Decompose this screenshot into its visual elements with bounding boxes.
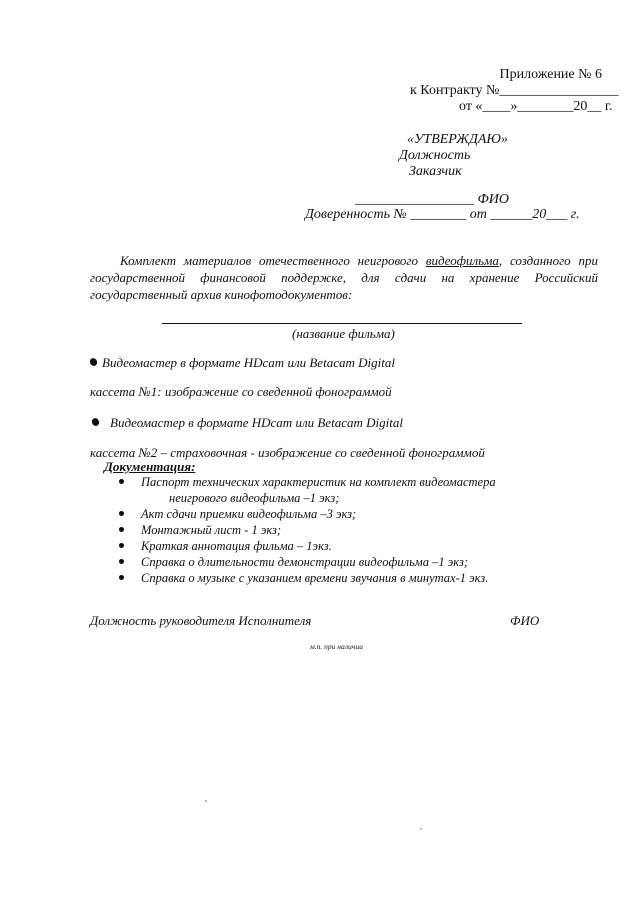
- approval-heading: «УТВЕРЖДАЮ»: [407, 132, 508, 147]
- bullet-icon: [89, 357, 99, 367]
- approval-customer: Заказчик: [409, 164, 462, 179]
- film-title-line: [162, 323, 522, 324]
- cassette-1-text: кассета №1: изображение со сведенной фонограммой: [90, 384, 392, 399]
- list-item: Справка о длительности демонстрации видеофильма –1 экз;: [108, 554, 608, 570]
- film-title-caption: (название фильма): [292, 326, 395, 341]
- bullet-icon: [119, 559, 124, 564]
- list-item: Справка о музыке с указанием времени звучания в минутах-1 экз.: [108, 570, 608, 586]
- scan-speck: [420, 828, 422, 830]
- cassette-2-text: кассета №2 – страховочная - изображение со сведенной фонограммой: [90, 445, 485, 460]
- bullet-icon: [119, 479, 124, 484]
- stamp-note: м.п. при наличии: [310, 642, 363, 651]
- master-2-text: Видеомастер в формате HDcam или Betacam Digital: [110, 415, 403, 430]
- bullet-icon: [119, 543, 124, 548]
- contract-reference: к Контракту №_________________: [410, 83, 619, 98]
- approval-power-of-attorney: Доверенность № ________ от ______20___ г.: [305, 207, 580, 222]
- documentation-list: [108, 474, 608, 586]
- documentation-heading: Документация:: [104, 459, 196, 474]
- approval-signature-fio: _________________ ФИО: [355, 192, 509, 207]
- intro-paragraph: [90, 252, 598, 303]
- intro-text-start: Комплект материалов отечественного неигрового: [120, 253, 426, 268]
- master-2-line: [92, 416, 403, 429]
- list-item: Паспорт технических характеристик на комплект видеомастера неигрового видеофильма –1 экз;: [108, 474, 608, 506]
- executor-head-position: Должность руководителя Исполнителя: [90, 613, 312, 628]
- executor-fio: ФИО: [510, 613, 540, 628]
- bullet-icon: [119, 527, 124, 532]
- contract-date: от «____»________20__ г.: [459, 99, 613, 114]
- appendix-number: Приложение № 6: [499, 67, 602, 82]
- bullet-icon: [119, 575, 124, 580]
- master-1-line: [90, 356, 395, 369]
- intro-text-end: , созданного при государственной финансовой поддержке, для сдачи на хранение Российский государственный архив кинофотодокументов:: [90, 253, 598, 302]
- approval-position: Должность: [399, 148, 471, 163]
- intro-link-word: видеофильма: [425, 253, 499, 268]
- list-item: Монтажный лист - 1 экз;: [108, 522, 608, 538]
- list-item: Акт сдачи приемки видеофильма –3 экз;: [108, 506, 608, 522]
- scan-speck: [205, 800, 207, 802]
- master-1-text: Видеомастер в формате HDcam или Betacam Digital: [102, 355, 395, 370]
- bullet-icon: [91, 417, 101, 427]
- bullet-icon: [119, 511, 124, 516]
- list-item: Краткая аннотация фильма – 1экз.: [108, 538, 608, 554]
